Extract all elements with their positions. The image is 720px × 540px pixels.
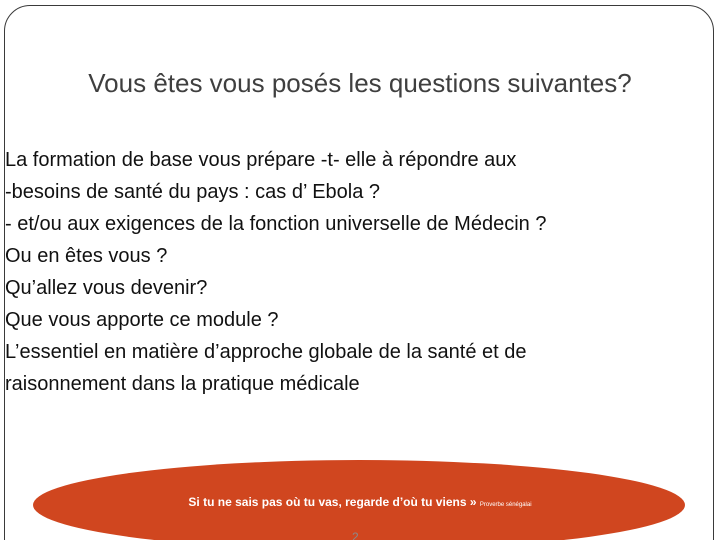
body-line-6: Que vous apporte ce module ? (5, 309, 279, 331)
page-number: 2 (352, 530, 359, 540)
body-line-7: L’essentiel en matière d’approche globale de la santé et de (5, 341, 527, 363)
slide-title: Vous êtes vous posés les questions suivantes? (88, 68, 632, 98)
body-line-3: - et/ou aux exigences de la fonction universelle de Médecin ? (5, 213, 547, 235)
body-line-2: -besoins de santé du pays : cas d’ Ebola ? (5, 181, 381, 203)
footer-quote (0, 495, 720, 509)
footer-quote-text: Si tu ne sais pas où tu vas, regarde d’où tu viens » (188, 495, 477, 509)
footer-quote-source: Proverbe sénégalai (479, 502, 532, 508)
slide-body (5, 144, 710, 400)
body-line-8: raisonnement dans la pratique médicale (5, 373, 360, 395)
body-line-1: La formation de base vous prépare -t- elle à répondre aux (5, 149, 517, 171)
body-line-4: Ou en êtes vous ? (5, 245, 168, 267)
body-line-5: Qu’allez vous devenir? (5, 277, 208, 299)
